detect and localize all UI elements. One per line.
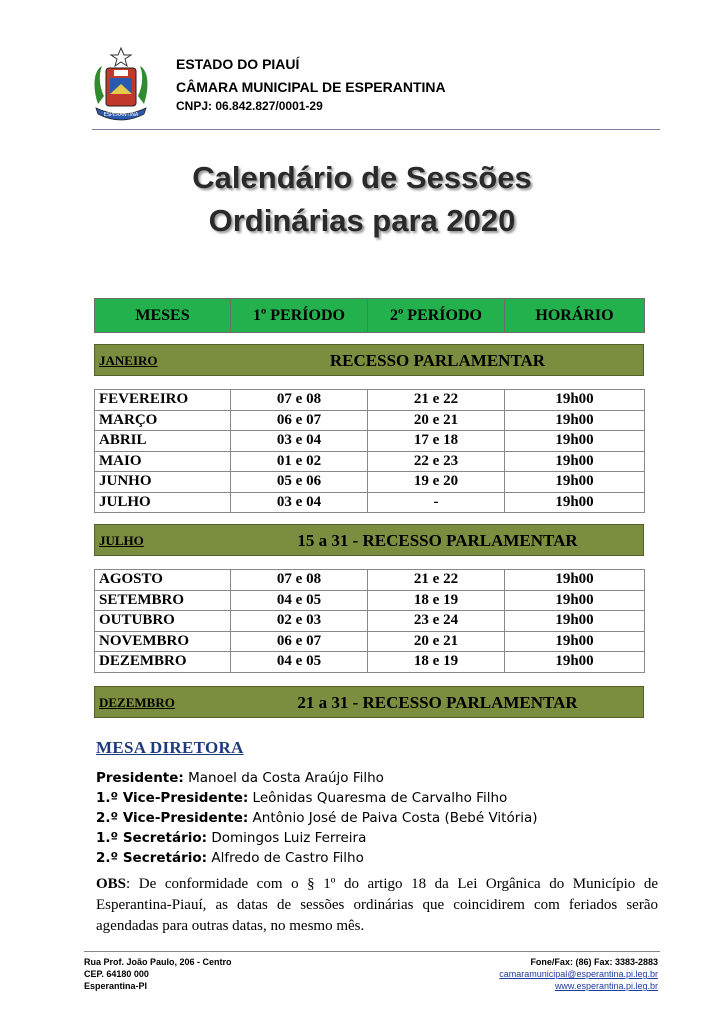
table-row — [95, 570, 645, 591]
recess-text: RECESSO PARLAMENTAR — [329, 351, 546, 370]
member-vice-presidente-1 — [96, 790, 507, 806]
chamber-name: CÂMARA MUNICIPAL DE ESPERANTINA — [176, 79, 446, 95]
recess-band-julho — [94, 524, 644, 556]
header-divider — [92, 129, 660, 130]
time-cell: 19h00 — [505, 390, 645, 411]
time-cell: 19h00 — [505, 590, 645, 611]
observation-paragraph — [96, 874, 658, 937]
period2-cell: 19 e 20 — [368, 472, 505, 493]
member-name: Alfredo de Castro Filho — [211, 850, 364, 866]
period2-cell: 17 e 18 — [368, 431, 505, 452]
period2-cell: 20 e 21 — [368, 631, 505, 652]
time-cell: 19h00 — [505, 431, 645, 452]
month-cell: AGOSTO — [95, 570, 231, 591]
table-row — [95, 472, 645, 493]
member-role: 2.º Vice-Presidente: — [96, 810, 249, 826]
table-row — [95, 390, 645, 411]
time-cell: 19h00 — [505, 631, 645, 652]
table-row — [95, 631, 645, 652]
month-cell: OUTUBRO — [95, 611, 231, 632]
page-title-line-2: Ordinárias para 2020 — [208, 203, 516, 238]
period2-cell: 20 e 21 — [368, 410, 505, 431]
column-header-2-periodo: 2º PERÍODO — [368, 299, 505, 333]
municipal-coat-of-arms-logo — [88, 46, 154, 126]
period1-cell: 07 e 08 — [231, 570, 368, 591]
svg-text:ESPERANTINA: ESPERANTINA — [103, 112, 139, 118]
recess-text: 15 a 31 - RECESSO PARLAMENTAR — [297, 531, 578, 550]
state-name: ESTADO DO PIAUÍ — [176, 56, 300, 72]
schedule-table-block-1 — [94, 389, 645, 513]
month-cell: JULHO — [95, 492, 231, 513]
recess-month: JULHO — [99, 533, 144, 548]
mesa-diretora-heading: MESA DIRETORA — [96, 738, 244, 757]
time-cell: 19h00 — [505, 410, 645, 431]
member-name: Manoel da Costa Araújo Filho — [188, 770, 384, 786]
period2-cell: 22 e 23 — [368, 451, 505, 472]
column-header-horario: HORÁRIO — [505, 299, 645, 333]
table-row — [95, 652, 645, 673]
footer-address-street: Rua Prof. João Paulo, 206 - Centro — [84, 957, 232, 967]
time-cell: 19h00 — [505, 611, 645, 632]
month-cell: FEVEREIRO — [95, 390, 231, 411]
period1-cell: 06 e 07 — [231, 410, 368, 431]
obs-text: : De conformidade com o § 1º do artigo 18 da Lei Orgânica do Município de Esperantina-Piauí, as datas de sessões ordinárias que coincidirem com feriados serão agendadas para outras datas, no mesmo mês. — [96, 876, 658, 934]
time-cell: 19h00 — [505, 492, 645, 513]
member-name: Leônidas Quaresma de Carvalho Filho — [252, 790, 508, 806]
member-secretario-1 — [96, 830, 366, 846]
month-cell: JUNHO — [95, 472, 231, 493]
period1-cell: 02 e 03 — [231, 611, 368, 632]
period2-cell: 23 e 24 — [368, 611, 505, 632]
member-presidente — [96, 770, 384, 786]
column-header-1-periodo: 1º PERÍODO — [231, 299, 368, 333]
time-cell: 19h00 — [505, 652, 645, 673]
table-row — [95, 611, 645, 632]
period1-cell: 04 e 05 — [231, 590, 368, 611]
footer-phone: Fone/Fax: (86) Fax: 3383-2883 — [530, 957, 658, 967]
recess-text: 21 a 31 - RECESSO PARLAMENTAR — [297, 693, 578, 712]
period1-cell: 07 e 08 — [231, 390, 368, 411]
recess-band-janeiro — [94, 344, 644, 376]
obs-label: OBS — [96, 876, 127, 892]
member-vice-presidente-2 — [96, 810, 538, 826]
period1-cell: 06 e 07 — [231, 631, 368, 652]
recess-band-dezembro — [94, 686, 644, 718]
table-row — [95, 590, 645, 611]
period2-cell: 21 e 22 — [368, 390, 505, 411]
table-row — [95, 492, 645, 513]
time-cell: 19h00 — [505, 451, 645, 472]
footer-email-link[interactable]: camaramunicipal@esperantina.pi.leg.br — [499, 969, 658, 979]
member-name: Domingos Luiz Ferreira — [211, 830, 367, 846]
recess-month: DEZEMBRO — [99, 695, 175, 710]
month-cell: MARÇO — [95, 410, 231, 431]
schedule-header-row — [94, 298, 645, 333]
footer-address-cep: CEP. 64180 000 — [84, 969, 149, 979]
footer-address-city: Esperantina-PI — [84, 981, 148, 991]
period1-cell: 04 e 05 — [231, 652, 368, 673]
member-name: Antônio José de Paiva Costa (Bebé Vitória) — [252, 810, 538, 826]
page-title-line-1: Calendário de Sessões — [192, 160, 532, 195]
month-cell: NOVEMBRO — [95, 631, 231, 652]
column-header-meses: MESES — [95, 299, 231, 333]
month-cell: ABRIL — [95, 431, 231, 452]
period1-cell: 03 e 04 — [231, 492, 368, 513]
footer-divider — [84, 951, 660, 952]
member-role: 2.º Secretário: — [96, 850, 208, 866]
period2-cell: 21 e 22 — [368, 570, 505, 591]
table-row — [95, 431, 645, 452]
schedule-table-block-2 — [94, 569, 645, 673]
period1-cell: 03 e 04 — [231, 431, 368, 452]
period2-cell: 18 e 19 — [368, 590, 505, 611]
period2-cell: 18 e 19 — [368, 652, 505, 673]
month-cell: MAIO — [95, 451, 231, 472]
cnpj-number: CNPJ: 06.842.827/0001-29 — [176, 99, 323, 113]
time-cell: 19h00 — [505, 472, 645, 493]
member-role: 1.º Vice-Presidente: — [96, 790, 249, 806]
month-cell: SETEMBRO — [95, 590, 231, 611]
month-cell: DEZEMBRO — [95, 652, 231, 673]
member-role: 1.º Secretário: — [96, 830, 208, 846]
footer-website-link[interactable]: www.esperantina.pi.leg.br — [554, 981, 658, 991]
period2-cell: - — [368, 492, 505, 513]
period1-cell: 01 e 02 — [231, 451, 368, 472]
table-row — [95, 451, 645, 472]
period1-cell: 05 e 06 — [231, 472, 368, 493]
member-secretario-2 — [96, 850, 364, 866]
recess-month: JANEIRO — [99, 353, 158, 368]
table-row — [95, 410, 645, 431]
member-role: Presidente: — [96, 770, 184, 786]
time-cell: 19h00 — [505, 570, 645, 591]
